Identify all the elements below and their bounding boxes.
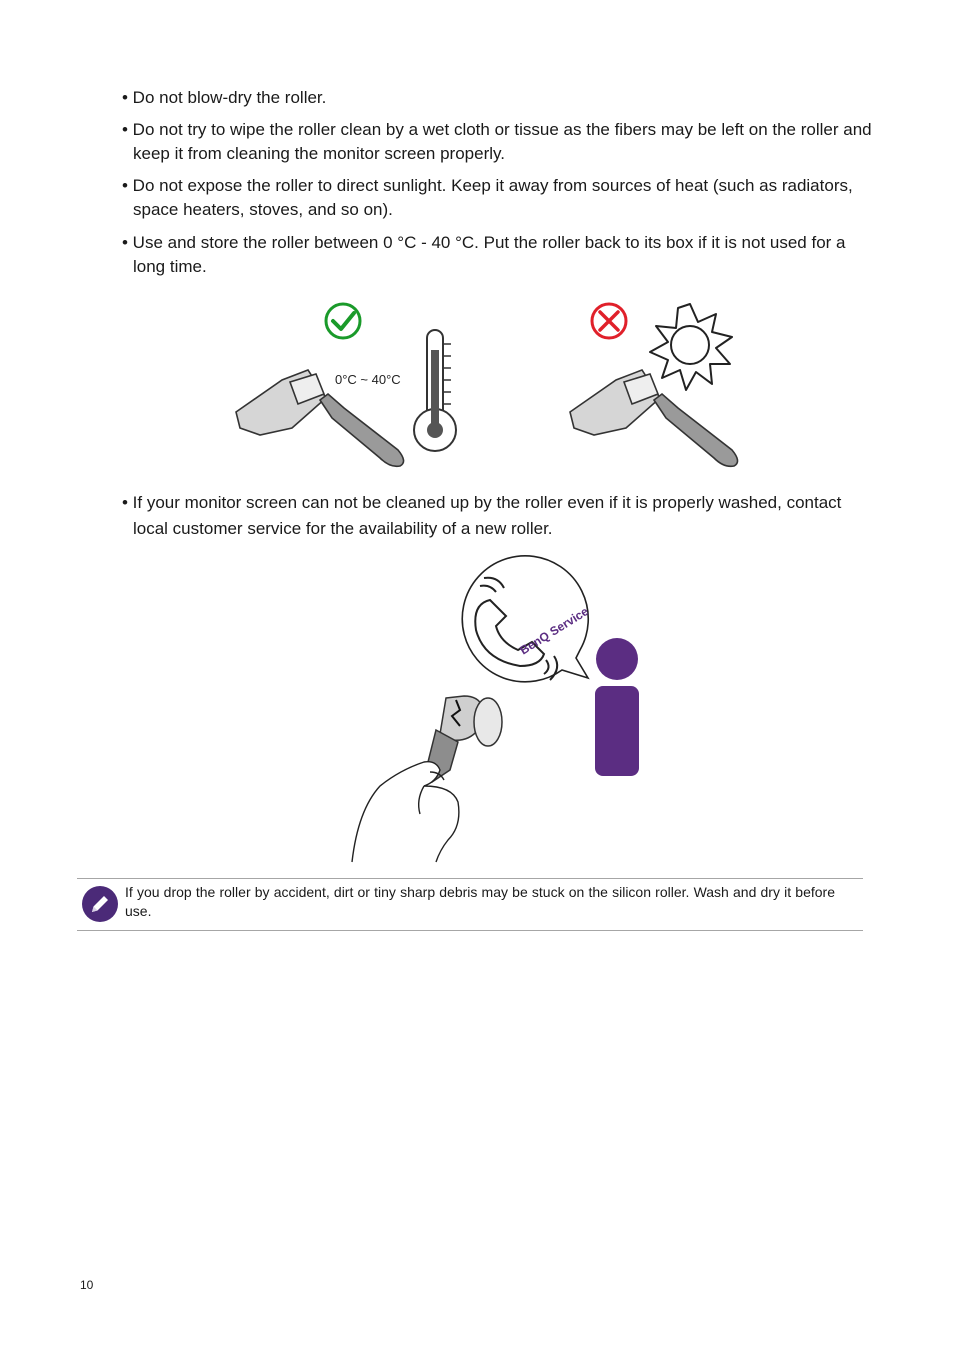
note-text: If you drop the roller by accident, dirt or tiny sharp debris may be stuck on the silicon roller. Wash and dry it before use. [125, 884, 835, 919]
bullet-no-sunlight: • Do not expose the roller to direct sunlight. Keep it away from sources of heat (such as radiators, space heaters, stoves, and so on). [122, 176, 853, 219]
bullet-no-blow-dry: • Do not blow-dry the roller. [122, 88, 327, 107]
temperature-label: 0°C ~ 40°C [335, 372, 401, 387]
cross-icon [592, 304, 626, 338]
hand-icon [352, 762, 459, 862]
roller-temperature-figure [220, 290, 760, 480]
benq-service-label: BenQ Service [517, 604, 591, 658]
bullet-no-wet-cloth: • Do not try to wipe the roller clean by a wet cloth or tissue as the fibers may be left on the roller and keep it from cleaning the monitor screen properly. [122, 120, 872, 163]
bullet-storage-temperature: • Use and store the roller between 0 °C - 40 °C. Put the roller back to its box if it is not used for a long time. [122, 233, 846, 276]
check-icon [326, 304, 360, 338]
page-number: 10 [80, 1278, 94, 1292]
pencil-icon [82, 886, 118, 922]
info-icon [595, 638, 639, 776]
thermometer-icon [414, 330, 456, 451]
benq-service-figure [340, 550, 660, 870]
bullet-contact-service: • If your monitor screen can not be cleaned up by the roller even if it is properly washed, contact local customer service for the availability of a new roller. [122, 493, 842, 538]
note-box [77, 878, 863, 931]
sun-icon [650, 304, 732, 390]
